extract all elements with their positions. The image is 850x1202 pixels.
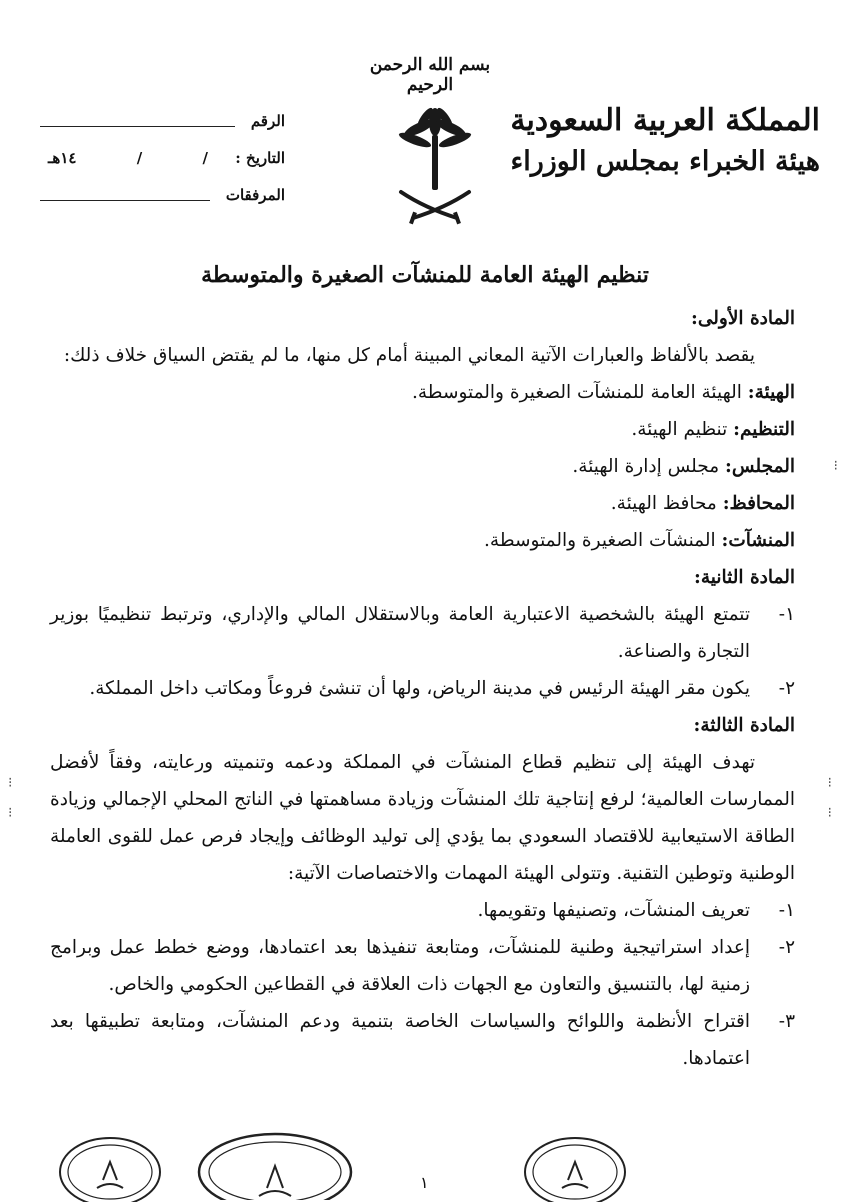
official-seal-icon xyxy=(195,1130,355,1200)
list-item: ١-تتمتع الهيئة بالشخصية الاعتبارية العامة وبالاستقلال المالي والإداري، وترتبط تنظيميًا بوزير التجارة والصناعة. xyxy=(50,604,795,662)
date-label: التاريخ : xyxy=(235,149,285,167)
list-item: ٢-إعداد استراتيجية وطنية للمنشآت، ومتابعة تنفيذها بعد اعتمادها، ووضع خطط عمل وبرامج زمنية لها، بالتنسيق والتعاون مع الجهات ذات العلاقة في القطاعين الحكومي والخاص. xyxy=(50,937,795,995)
definition-item: المجلس: مجلس إدارة الهيئة. xyxy=(572,456,795,477)
official-seal-icon xyxy=(55,1132,165,1202)
list-item: ٣-اقتراح الأنظمة واللوائح والسياسات الخاصة بتنمية ودعم المنشآت، ومتابعة تطبيقها بعد اعتمادها. xyxy=(50,1011,795,1069)
margin-mark: ⁝ xyxy=(833,458,838,474)
attachments-line xyxy=(40,200,210,201)
definition-item: التنظيم: تنظيم الهيئة. xyxy=(631,419,795,440)
margin-mark: ⁝ xyxy=(8,775,13,791)
attachments-label: المرفقات xyxy=(225,186,285,204)
date-row xyxy=(40,149,285,186)
document-body xyxy=(50,300,795,1077)
article-3-heading: المادة الثالثة: xyxy=(693,715,795,736)
definition-item: المنشآت: المنشآت الصغيرة والمتوسطة. xyxy=(484,530,795,551)
official-seal-icon xyxy=(520,1132,630,1202)
list-item: ١-تعريف المنشآت، وتصنيفها وتقويمها. xyxy=(477,900,795,921)
reference-block xyxy=(40,112,285,223)
kingdom-name: المملكة العربية السعودية xyxy=(510,103,820,138)
basmala: بسم الله الرحمن الرحيم xyxy=(369,55,491,95)
definition-item: المحافظ: محافظ الهيئة. xyxy=(610,493,795,514)
list-item: ٢-يكون مقر الهيئة الرئيس في مدينة الرياض، ولها أن تنشئ فروعاً ومكاتب داخل المملكة. xyxy=(89,678,795,699)
ref-number-row xyxy=(40,112,285,149)
article-1-intro: يقصد بالألفاظ والعبارات الآتية المعاني المبينة أمام كل منها، ما لم يقتض السياق خلاف ذلك: xyxy=(63,345,755,366)
palm-and-swords-emblem-icon xyxy=(395,100,475,230)
definition-item: الهيئة: الهيئة العامة للمنشآت الصغيرة والمتوسطة. xyxy=(411,382,795,403)
margin-mark: ⁝ xyxy=(8,805,13,821)
authority-name: هيئة الخبراء بمجلس الوزراء xyxy=(510,146,820,177)
government-header xyxy=(510,100,820,182)
ref-number-label: الرقم xyxy=(250,112,285,130)
ref-number-line xyxy=(40,126,235,127)
margin-mark: ⁝ xyxy=(827,805,832,821)
page-number: ١ xyxy=(420,1173,429,1192)
date-value: / / ١٤هـ xyxy=(48,149,208,167)
attachments-row xyxy=(40,186,285,223)
article-1-heading: المادة الأولى: xyxy=(691,308,795,329)
margin-mark: ⁝ xyxy=(827,775,832,791)
document-title: تنظيم الهيئة العامة للمنشآت الصغيرة والمتوسطة xyxy=(201,262,649,288)
article-3-intro: تهدف الهيئة إلى تنظيم قطاع المنشآت في المملكة ودعمه وتنميته ورعايته، وفقاً لأفضل الممارسات العالمية؛ لرفع إنتاجية تلك المنشآت وزيادة مساهمتها في الناتج المحلي الإجمالي وزيادة الطاقة الاستيعابية للاقتصاد السعودي بما يؤدي إلى توليد الوظائف وإيجاد فرص عمل للقوى العاملة الوطنية وتوطين التقنية. وتتولى الهيئة المهمات والاختصاصات الآتية: xyxy=(50,752,795,884)
article-2-heading: المادة الثانية: xyxy=(694,567,795,588)
